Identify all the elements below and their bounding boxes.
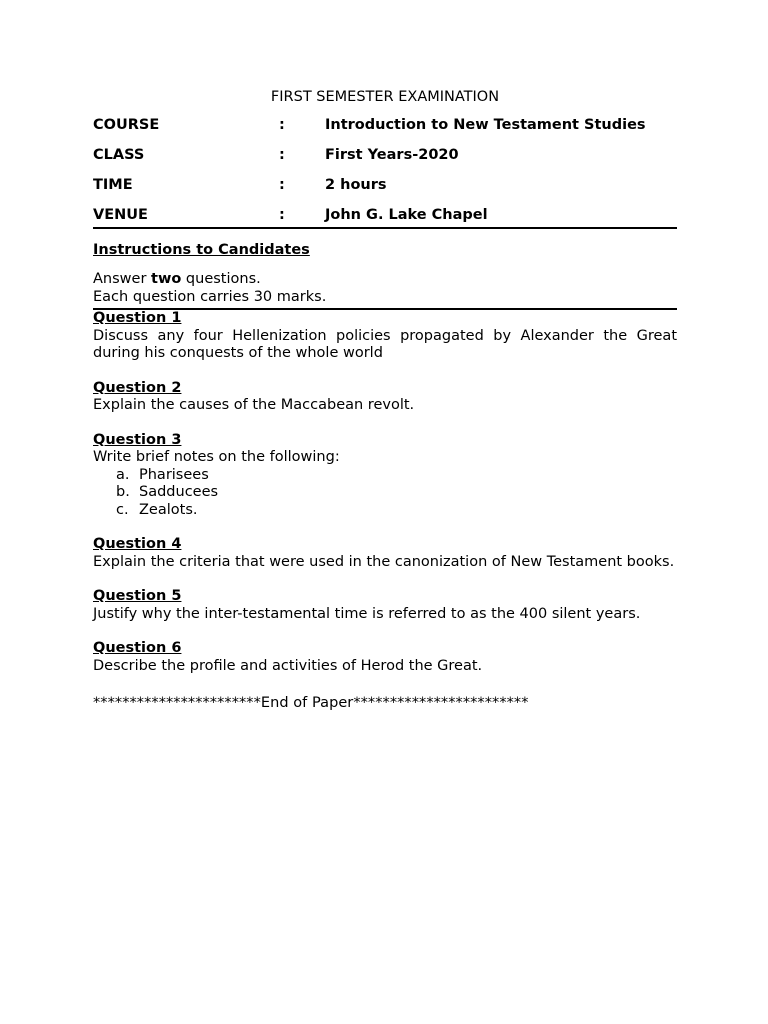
meta-colon: :	[279, 117, 285, 133]
meta-value: John G. Lake Chapel	[325, 207, 488, 223]
question-3	[93, 432, 677, 520]
instruction-line-marks: Each question carries 30 marks.	[93, 288, 327, 305]
question-heading: Question 3	[93, 431, 182, 448]
question-text: Describe the profile and activities of Herod the Great.	[93, 657, 483, 674]
meta-value: Introduction to New Testament Studies	[325, 117, 646, 133]
list-marker: a.	[116, 466, 130, 483]
meta-value: 2 hours	[325, 177, 387, 193]
meta-row-course	[93, 115, 677, 145]
question-heading: Question 2	[93, 379, 182, 396]
meta-key: CLASS	[93, 147, 145, 163]
meta-row-venue	[93, 205, 677, 227]
meta-row-time	[93, 175, 677, 205]
question-text: Explain the criteria that were used in the canonization of New Testament books.	[93, 553, 675, 570]
meta-value: First Years-2020	[325, 147, 459, 163]
exam-paper	[93, 87, 677, 712]
list-marker: c.	[116, 501, 129, 518]
question-text: Justify why the inter-testamental time is referred to as the 400 silent years.	[93, 605, 641, 622]
question-text: Write brief notes on the following:	[93, 449, 340, 465]
meta-colon: :	[279, 147, 285, 163]
question-heading: Question 1	[93, 310, 182, 326]
list-item	[93, 502, 677, 520]
question-heading: Question 4	[93, 536, 182, 552]
list-item-text: Pharisees	[139, 466, 209, 483]
question-1	[93, 310, 677, 363]
meta-row-class	[93, 145, 677, 175]
instruction-line-answer: Answer two questions.	[93, 271, 261, 287]
question-heading: Question 6	[93, 640, 182, 656]
meta-key: COURSE	[93, 117, 160, 133]
list-item	[93, 467, 677, 485]
end-of-paper: ***********************End of Paper************************	[93, 695, 529, 711]
question-heading: Question 5	[93, 588, 182, 604]
meta-key: VENUE	[93, 207, 148, 223]
question-sub-list	[93, 467, 677, 520]
instruction-emphasis: two	[151, 271, 182, 287]
question-text: Discuss any four Hellenization policies propagated by Alexander the Great during his conquests of the whole world	[93, 327, 677, 361]
header-divider	[93, 227, 677, 229]
question-6	[93, 640, 677, 675]
meta-key: TIME	[93, 177, 133, 193]
list-item-text: Sadducees	[139, 484, 219, 500]
instructions-body	[93, 271, 677, 306]
question-5	[93, 588, 677, 623]
meta-colon: :	[279, 207, 285, 223]
list-item-text: Zealots.	[139, 501, 198, 518]
list-marker: b.	[116, 484, 130, 500]
list-item	[93, 484, 677, 502]
instructions-heading: Instructions to Candidates	[93, 242, 310, 258]
question-text: Explain the causes of the Maccabean revolt.	[93, 397, 415, 413]
question-4	[93, 536, 677, 571]
meta-colon: :	[279, 177, 285, 193]
question-2	[93, 380, 677, 415]
exam-title: FIRST SEMESTER EXAMINATION	[270, 89, 500, 105]
